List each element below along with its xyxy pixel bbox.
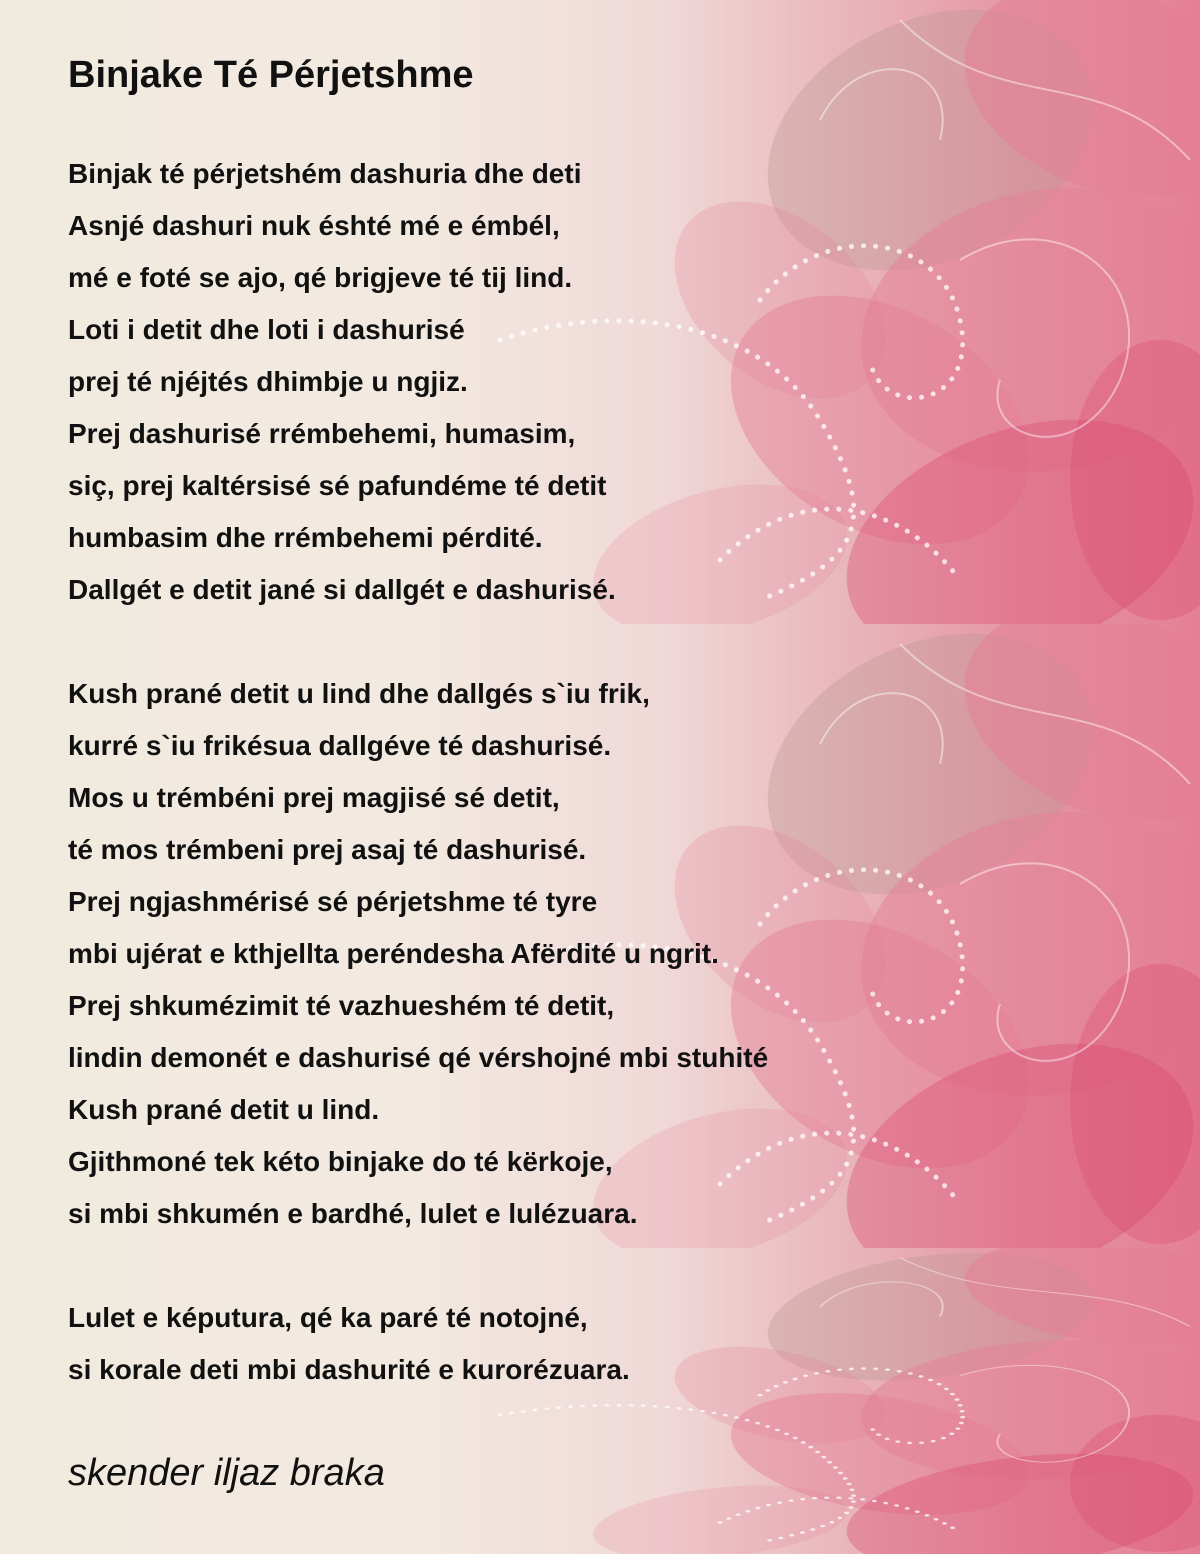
poem-line: kurré s`iu frikésua dallgéve té dashurisé. [68,730,612,761]
poem-line: Asnjé dashuri nuk éshté mé e émbél, [68,210,560,241]
poem-line: Mos u trémbéni prej magjisé sé detit, [68,782,560,813]
poem-line: Kush prané detit u lind. [68,1094,380,1125]
poem-stanza-2 [68,668,768,1240]
poem-line: si korale deti mbi dashurité e kurorézuara. [68,1354,630,1385]
poem-line: lindin demonét e dashurisé qé vérshojné mbi stuhité [68,1042,769,1073]
poem-line: siç, prej kaltérsisé sé pafundéme té detit [68,470,607,501]
poem-line: si mbi shkumén e bardhé, lulet e lulézuara. [68,1198,638,1229]
poem-line: té mos trémbeni prej asaj té dashurisé. [68,834,587,865]
poem-stanza-1 [68,148,616,616]
poem-line: Kush prané detit u lind dhe dallgés s`iu frik, [68,678,650,709]
poem-stanza-3 [68,1292,630,1396]
poem-line: prej té njéjtés dhimbje u ngjiz. [68,366,468,397]
poem-title: Binjake Té Pérjetshme [68,54,474,96]
poem-line: Prej ngjashmérisé sé pérjetshme té tyre [68,886,598,917]
poem-line: mbi ujérat e kthjellta peréndesha Afërdité u ngrit. [68,938,719,969]
poem-line: Dallgét e detit jané si dallgét e dashurisé. [68,574,616,605]
poem-line: humbasim dhe rrémbehemi pérdité. [68,522,543,553]
poem-line: Prej dashurisé rrémbehemi, humasim, [68,418,576,449]
poem-line: Prej shkumézimit té vazhueshém té detit, [68,990,615,1021]
poem-line: Lulet e képutura, qé ka paré té notojné, [68,1302,588,1333]
poem-line: Gjithmoné tek kéto binjake do té kërkoje, [68,1146,613,1177]
poem-author: skender iljaz braka [68,1452,385,1494]
poem-line: Binjak té pérjetshém dashuria dhe deti [68,158,582,189]
poem-line: Loti i detit dhe loti i dashurisé [68,314,465,345]
poem-line: mé e foté se ajo, qé brigjeve té tij lind. [68,262,573,293]
